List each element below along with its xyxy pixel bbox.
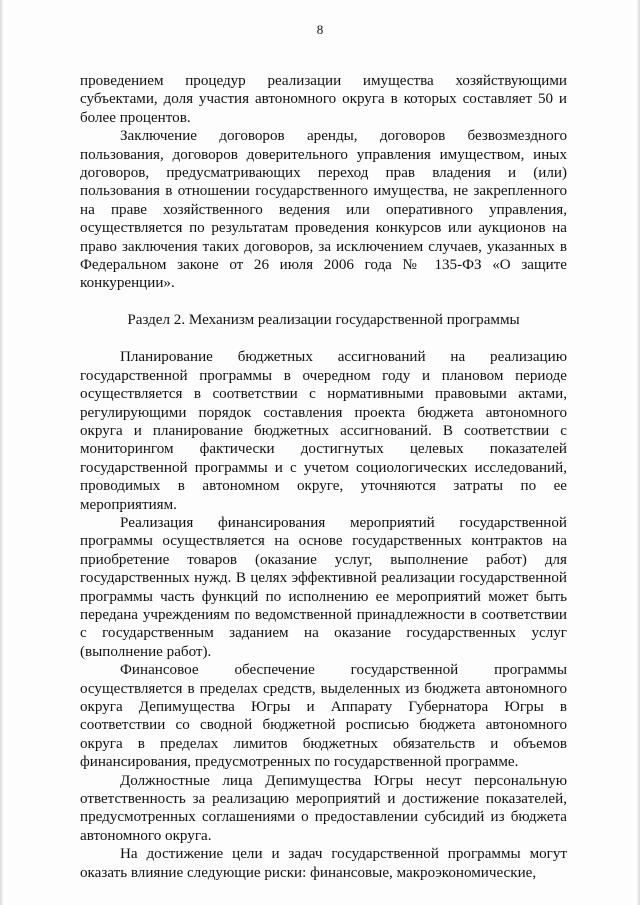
- paragraph-financial-support: Финансовое обеспечение государственной программы осуществляется в пределах средств, выделенных из бюджета автономного округа Депимущества Югры и Аппарату Губернатора Югры в соответствии со сводной бюджетной росписью бюджета автономного округа в пределах лимитов бюджетных обязательств и объемов финансирования, предусмотренных по государственной программе.: [80, 662, 567, 771]
- paragraph-continued: проведением процедур реализации имущества хозяйствующими субъектами, доля участия автономного округа в которых составляет 50 и более процентов.: [80, 73, 567, 126]
- paragraph-risks: На достижение цели и задач государственной программы могут оказать влияние следующие риски: финансовые, макроэкономические,: [80, 846, 567, 881]
- paragraph-financing-implementation: Реализация финансирования мероприятий государственной программы осуществляется на основе государственных контрактов на приобретение товаров (оказание услуг, выполнение работ) для государственных нужд. В целях эффективной реализации государственной программы часть функций по исполнению ее мероприятий может быть передана учреждениям по ведомственной принадлежности в соответствии с государственным заданием на оказание государственных услуг (выполнение работ).: [80, 514, 567, 660]
- section-title: Раздел 2. Механизм реализации государственной программы: [127, 311, 520, 328]
- paragraph-budget-planning: Планирование бюджетных ассигнований на реализацию государственной программы в очередном году и плановом периоде осуществляется в соответствии с нормативными правовыми актами, регулирующими порядок составления проекта бюджета автономного округа и планирование бюджетных ассигнований. В соответствии с мониторингом фактически достигнутых целевых показателей государственной программы и с учетом социологических исследований, проводимых в автономном округе, уточняются затраты по ее мероприятиям.: [80, 349, 567, 513]
- document-body: [80, 72, 567, 882]
- paragraph-lease-agreements: Заключение договоров аренды, договоров безвозмездного пользования, договоров доверительного управления имуществом, иных договоров, предусматривающих переход прав владения и (или) пользования в отношении государственного имущества, не закрепленного на праве хозяйственного ведения или оперативного управления, осуществляется по результатам проведения конкурсов или аукционов на право заключения таких договоров, за исключением случаев, указанных в Федеральном законе от 26 июля 2006 года № 135-ФЗ «О защите конкуренции».: [80, 128, 567, 292]
- paragraph-officials-responsibility: Должностные лица Депимущества Югры несут персональную ответственность за реализацию мероприятий и достижение показателей, предусмотренных соглашениями о предоставлении субсидий из бюджета автономного округа.: [80, 772, 567, 844]
- page-edge-left: [0, 0, 3, 905]
- page-number: 8: [316, 22, 324, 37]
